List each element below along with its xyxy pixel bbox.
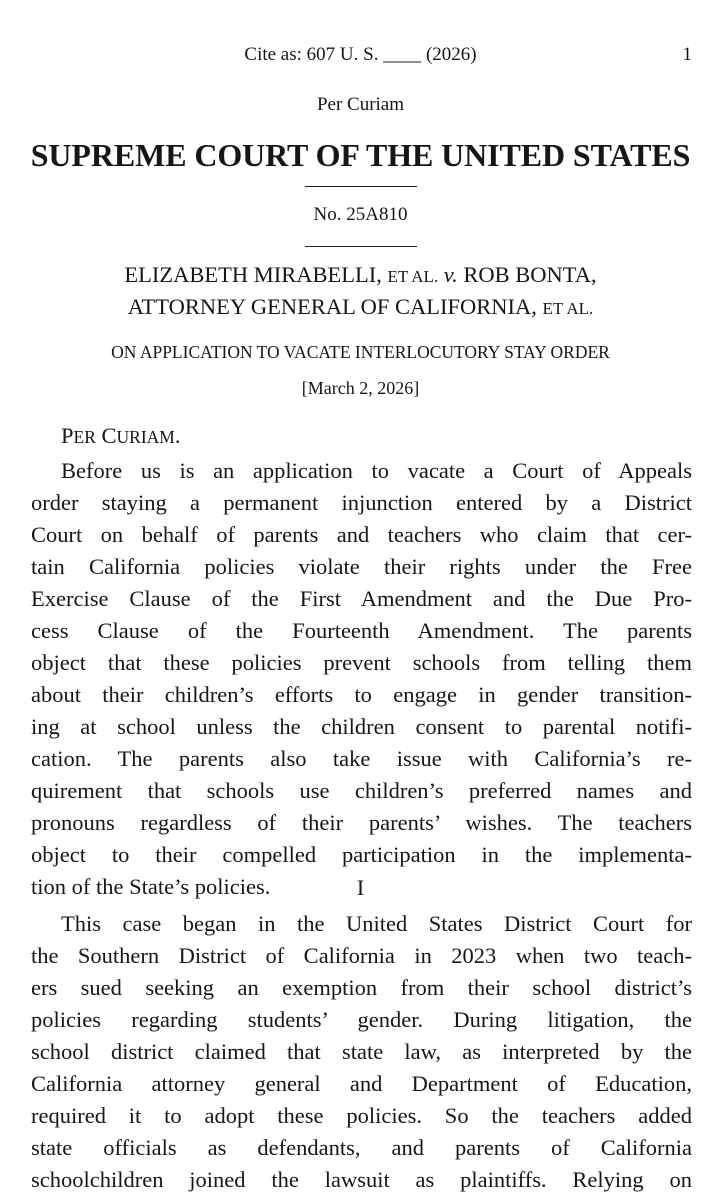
text-line: tion of the State’s policies. — [31, 874, 271, 899]
text-line: cation. The parents also take issue with California’s re- — [31, 746, 692, 771]
case-caption — [0, 260, 721, 324]
text-line: Court on behalf of parents and teachers who claim that cer- — [31, 522, 692, 547]
text-line: object that these policies prevent schools from telling them — [31, 650, 692, 675]
opinion-type: Per Curiam — [316, 94, 405, 115]
text-line: Before us is an application to vacate a Court of Appeals — [61, 458, 692, 483]
text-line: policies regarding students’ gender. During litigation, the — [31, 1007, 692, 1032]
text-line: California attorney general and Department of Education, — [31, 1071, 692, 1096]
text-line: the Southern District of California in 2023 when two teach- — [31, 943, 692, 968]
docket-number: No. 25A810 — [313, 204, 408, 225]
page-number: 1 — [682, 44, 692, 65]
text-line: This case began in the United States District Court for — [61, 911, 692, 936]
text-line: required it to adopt these policies. So the teachers added — [31, 1103, 692, 1128]
text-line: school district claimed that state law, as interpreted by the — [31, 1039, 692, 1064]
text-line: ers sued seeking an exemption from their school district’s — [31, 975, 692, 1000]
text-line: state officials as defendants, and parents of California — [31, 1135, 692, 1160]
respondent-title: ATTORNEY GENERAL OF CALIFORNIA, — [127, 294, 537, 319]
text-line: order staying a permanent injunction entered by a District — [31, 490, 692, 515]
section-heading: I — [356, 875, 365, 900]
running-head — [0, 42, 721, 68]
text-line: pronouns regardless of their parents’ wishes. The teachers — [31, 810, 692, 835]
text-line: schoolchildren joined the lawsuit as plaintiffs. Relying on — [31, 1167, 692, 1192]
per-curiam-label: PER CURIAM. — [61, 423, 181, 448]
rule-divider-top — [305, 186, 417, 187]
application-line: ON APPLICATION TO VACATE INTERLOCUTORY STAY ORDER — [111, 342, 610, 362]
text-line: cess Clause of the Fourteenth Amendment. The parents — [31, 618, 692, 643]
court-name: SUPREME COURT OF THE UNITED STATES — [30, 137, 691, 173]
versus: v. — [443, 262, 458, 287]
respondent-name: ROB BONTA, — [463, 262, 597, 287]
text-line: ing at school unless the children consent to parental notifi- — [31, 714, 692, 739]
decision-date: [March 2, 2026] — [301, 378, 420, 398]
text-line: about their children’s efforts to engage in gender transition- — [31, 682, 692, 707]
caption-line-2 — [0, 292, 721, 324]
rule-divider-bottom — [305, 246, 417, 247]
text-line: tain California policies violate their rights under the Free — [31, 554, 692, 579]
respondent-et-al: ET AL. — [542, 299, 594, 318]
citation-line: Cite as: 607 U. S. ____ (2026) — [244, 44, 477, 65]
petitioner-name: ELIZABETH MIRABELLI, — [124, 262, 382, 287]
text-line: quirement that schools use children’s preferred names and — [31, 778, 692, 803]
petitioner-et-al: ET AL. — [387, 267, 439, 286]
text-line: Exercise Clause of the First Amendment and the Due Pro- — [31, 586, 692, 611]
caption-line-1 — [0, 260, 721, 292]
text-line: object to their compelled participation in the implementa- — [31, 842, 692, 867]
